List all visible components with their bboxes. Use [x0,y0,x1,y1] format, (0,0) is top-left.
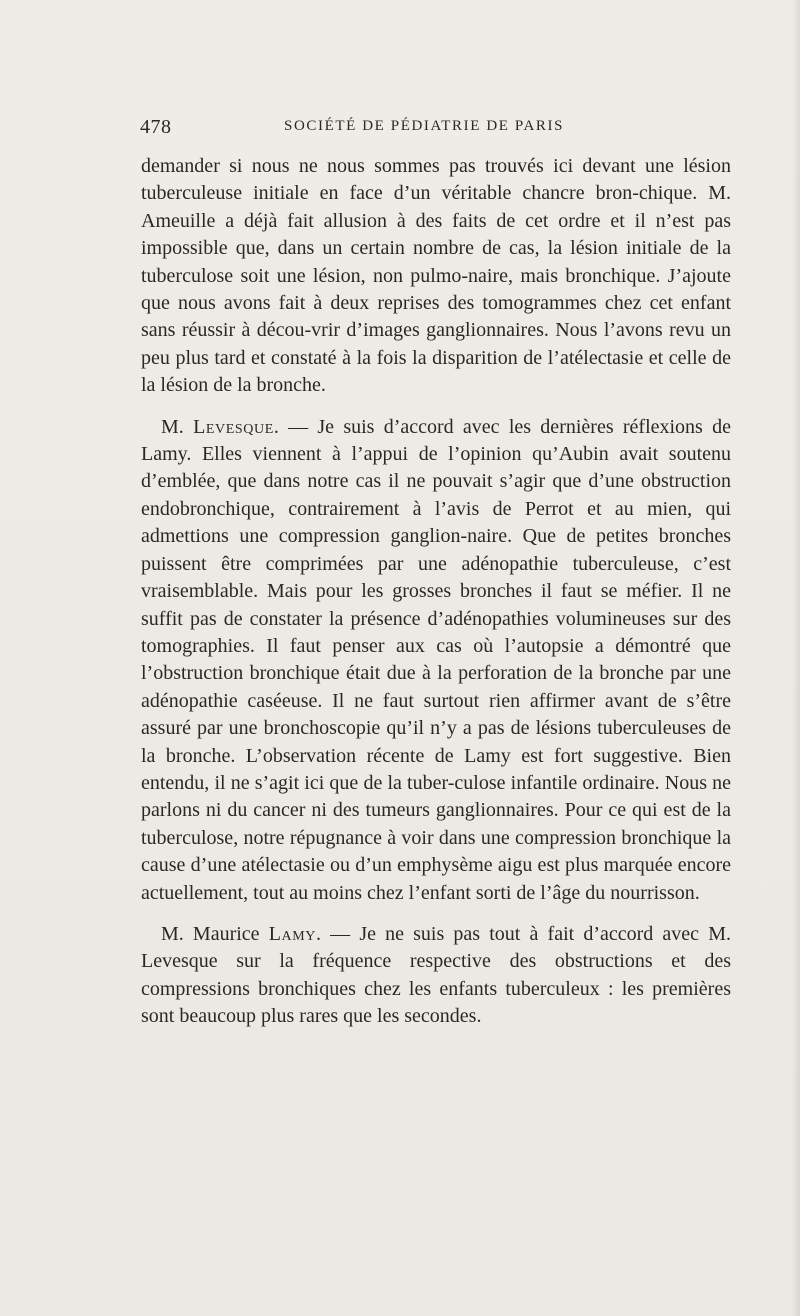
paragraph-text: . — Je suis d’accord avec les dernières réflexions de Lamy. Elles viennent à l’appui de l’opinion qu’Aubin avait soutenu d’emblée, que dans notre cas il ne pouvait s’agir que d’une obstruction endobronchique, contrairement à l’avis de Perrot et au mien, qui admettions une compression ganglion-naire. Que de petites bronches puissent être comprimées par une adénopathie tuberculeuse, c’est vraisemblable. Mais pour les grosses bronches il faut se méfier. Il ne suffit pas de constater la présence d’adénopathies volumineuses sur des tomographies. Il faut penser aux cas où l’autopsie a démontré que l’obstruction bronchique était due à la perforation de la bronche par une adénopathie caséeuse. Il ne faut surtout rien affirmer avant de s’être assuré par une bronchoscopie qu’il n’y a pas de lésions tuberculeuses de la bronche. L’observation récente de Lamy est fort suggestive. Bien entendu, il ne s’agit ici que de la tuber-culose infantile ordinaire. Nous ne parlons ni du cancer ni des tumeurs ganglionnaires. Pour ce qui est de la tuberculose, notre répugnance à voir dans une compression bronchique la cause d’une atélectasie ou d’un emphysème aigu est plus marquée encore actuellement, tout au moins chez l’enfant sorti de l’âge du nourrisson. [141,415,731,904]
body-text [141,153,731,1031]
paragraph-text: demander si nous ne nous sommes pas trouvés ici devant une lésion tuberculeuse initiale en face d’un véritable chancre bron-chique. M. Ameuille a déjà fait allusion à des faits de cet ordre et il n’est pas impossible que, dans un certain nombre de cas, la lésion initiale de la tuberculose soit une lésion, non pulmo-naire, mais bronchique. J’ajoute que nous avons fait à deux reprises des tomogrammes chez cet enfant sans réussir à décou-vrir d’images ganglionnaires. Nous l’avons revu un peu plus tard et constaté à la fois la disparition de l’atélectasie et celle de la lésion de la bronche. [141,155,731,397]
page-number: 478 [140,116,172,138]
paragraph-text: . — Je ne suis pas tout à fait d’accord avec M. Levesque sur la fréquence respective des obstructions et des compressions bronchiques chez les enfants tuberculeux : les premières sont beaucoup plus rares que les secondes. [141,922,731,1028]
speaker-prefix: M. Maurice [161,922,269,945]
paragraph-lamy [141,921,731,1031]
paragraph-levesque [141,414,731,907]
running-head: SOCIÉTÉ DE PÉDIATRIE DE PARIS [284,118,565,134]
paragraph-continuation [141,153,731,400]
speaker-name: Levesque [193,415,274,438]
speaker-name: Lamy [268,922,317,945]
page-header [140,116,740,146]
page-edge-shadow [792,0,800,1316]
speaker-prefix: M. [161,415,194,438]
